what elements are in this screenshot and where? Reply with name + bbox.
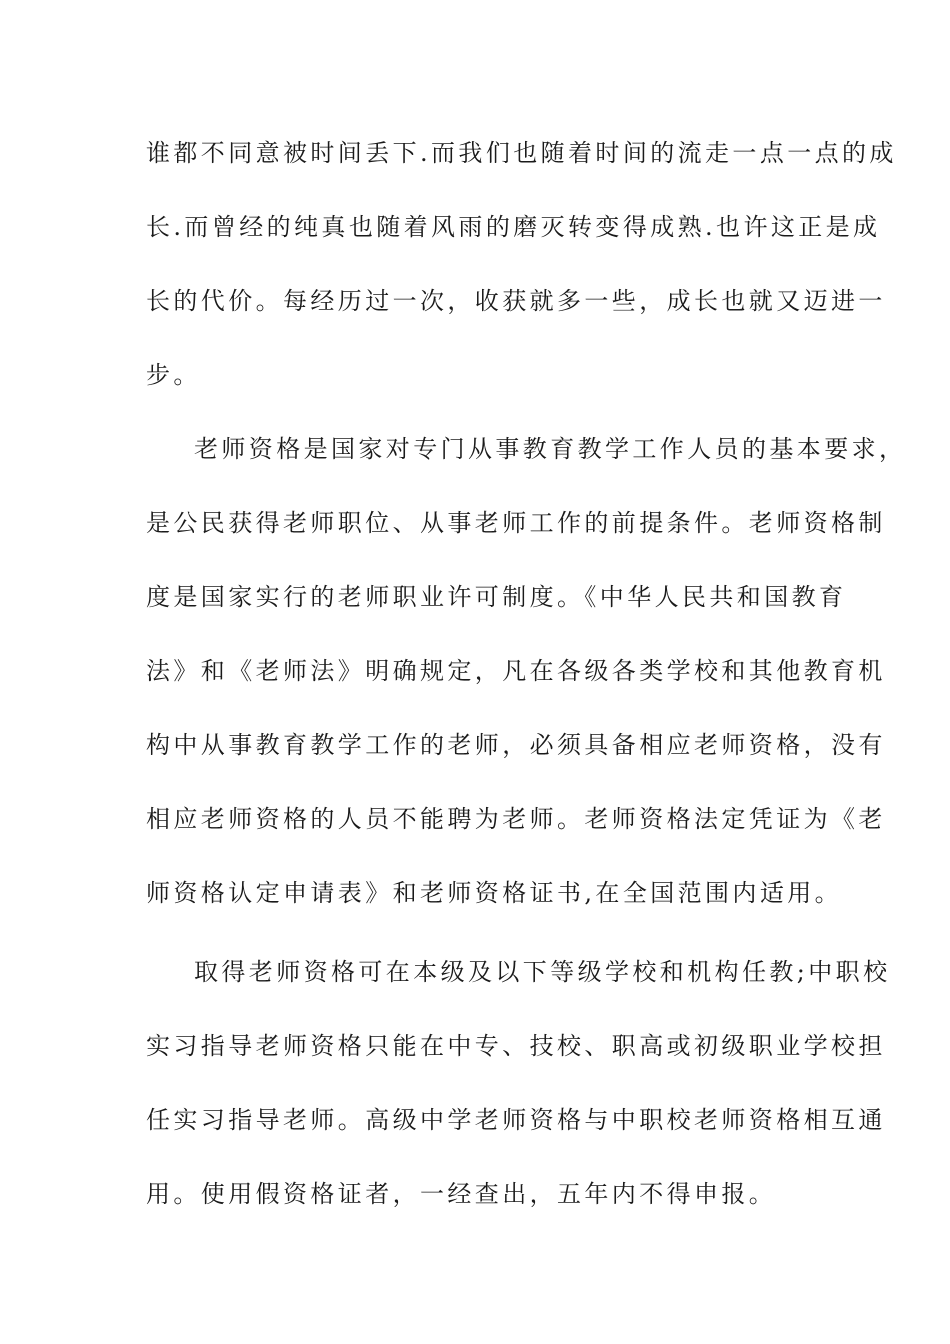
paragraph-2-line-6: 相应老师资格的人员不能聘为老师。老师资格法定凭证为《老: [146, 805, 886, 833]
paragraph-1-line-3: 长的代价。每经历过一次，收获就多一些，成长也就又迈进一: [146, 287, 886, 315]
paragraph-2-line-2: 是公民获得老师职位、从事老师工作的前提条件。老师资格制: [146, 509, 886, 537]
paragraph-3-line-4: 用。使用假资格证者，一经查出，五年内不得申报。: [146, 1180, 777, 1208]
paragraph-3-line-3: 任实习指导老师。高级中学老师资格与中职校老师资格相互通: [146, 1106, 886, 1134]
paragraph-3-line-2: 实习指导老师资格只能在中专、技校、职高或初级职业学校担: [146, 1032, 886, 1060]
paragraph-2-line-3: 度是国家实行的老师职业许可制度。《中华人民共和国教育: [146, 583, 847, 611]
paragraph-2-line-4: 法》和《老师法》明确规定，凡在各级各类学校和其他教育机: [146, 657, 886, 685]
paragraph-1-line-1: 谁都不同意被时间丢下.而我们也随着时间的流走一点一点的成: [146, 139, 897, 167]
paragraph-1-line-4: 步。: [146, 361, 201, 389]
paragraph-2-line-1: 老师资格是国家对专门从事教育教学工作人员的基本要求，: [194, 435, 907, 463]
paragraph-2-line-5: 构中从事教育教学工作的老师，必须具备相应老师资格，没有: [146, 731, 886, 759]
paragraph-3-line-1: 取得老师资格可在本级及以下等级学校和机构任教;中职校: [194, 958, 891, 986]
paragraph-1-line-2: 长.而曾经的纯真也随着风雨的磨灭转变得成熟.也许这正是成: [146, 213, 881, 241]
paragraph-2-line-7: 师资格认定申请表》和老师资格证书,在全国范围内适用。: [146, 879, 843, 907]
